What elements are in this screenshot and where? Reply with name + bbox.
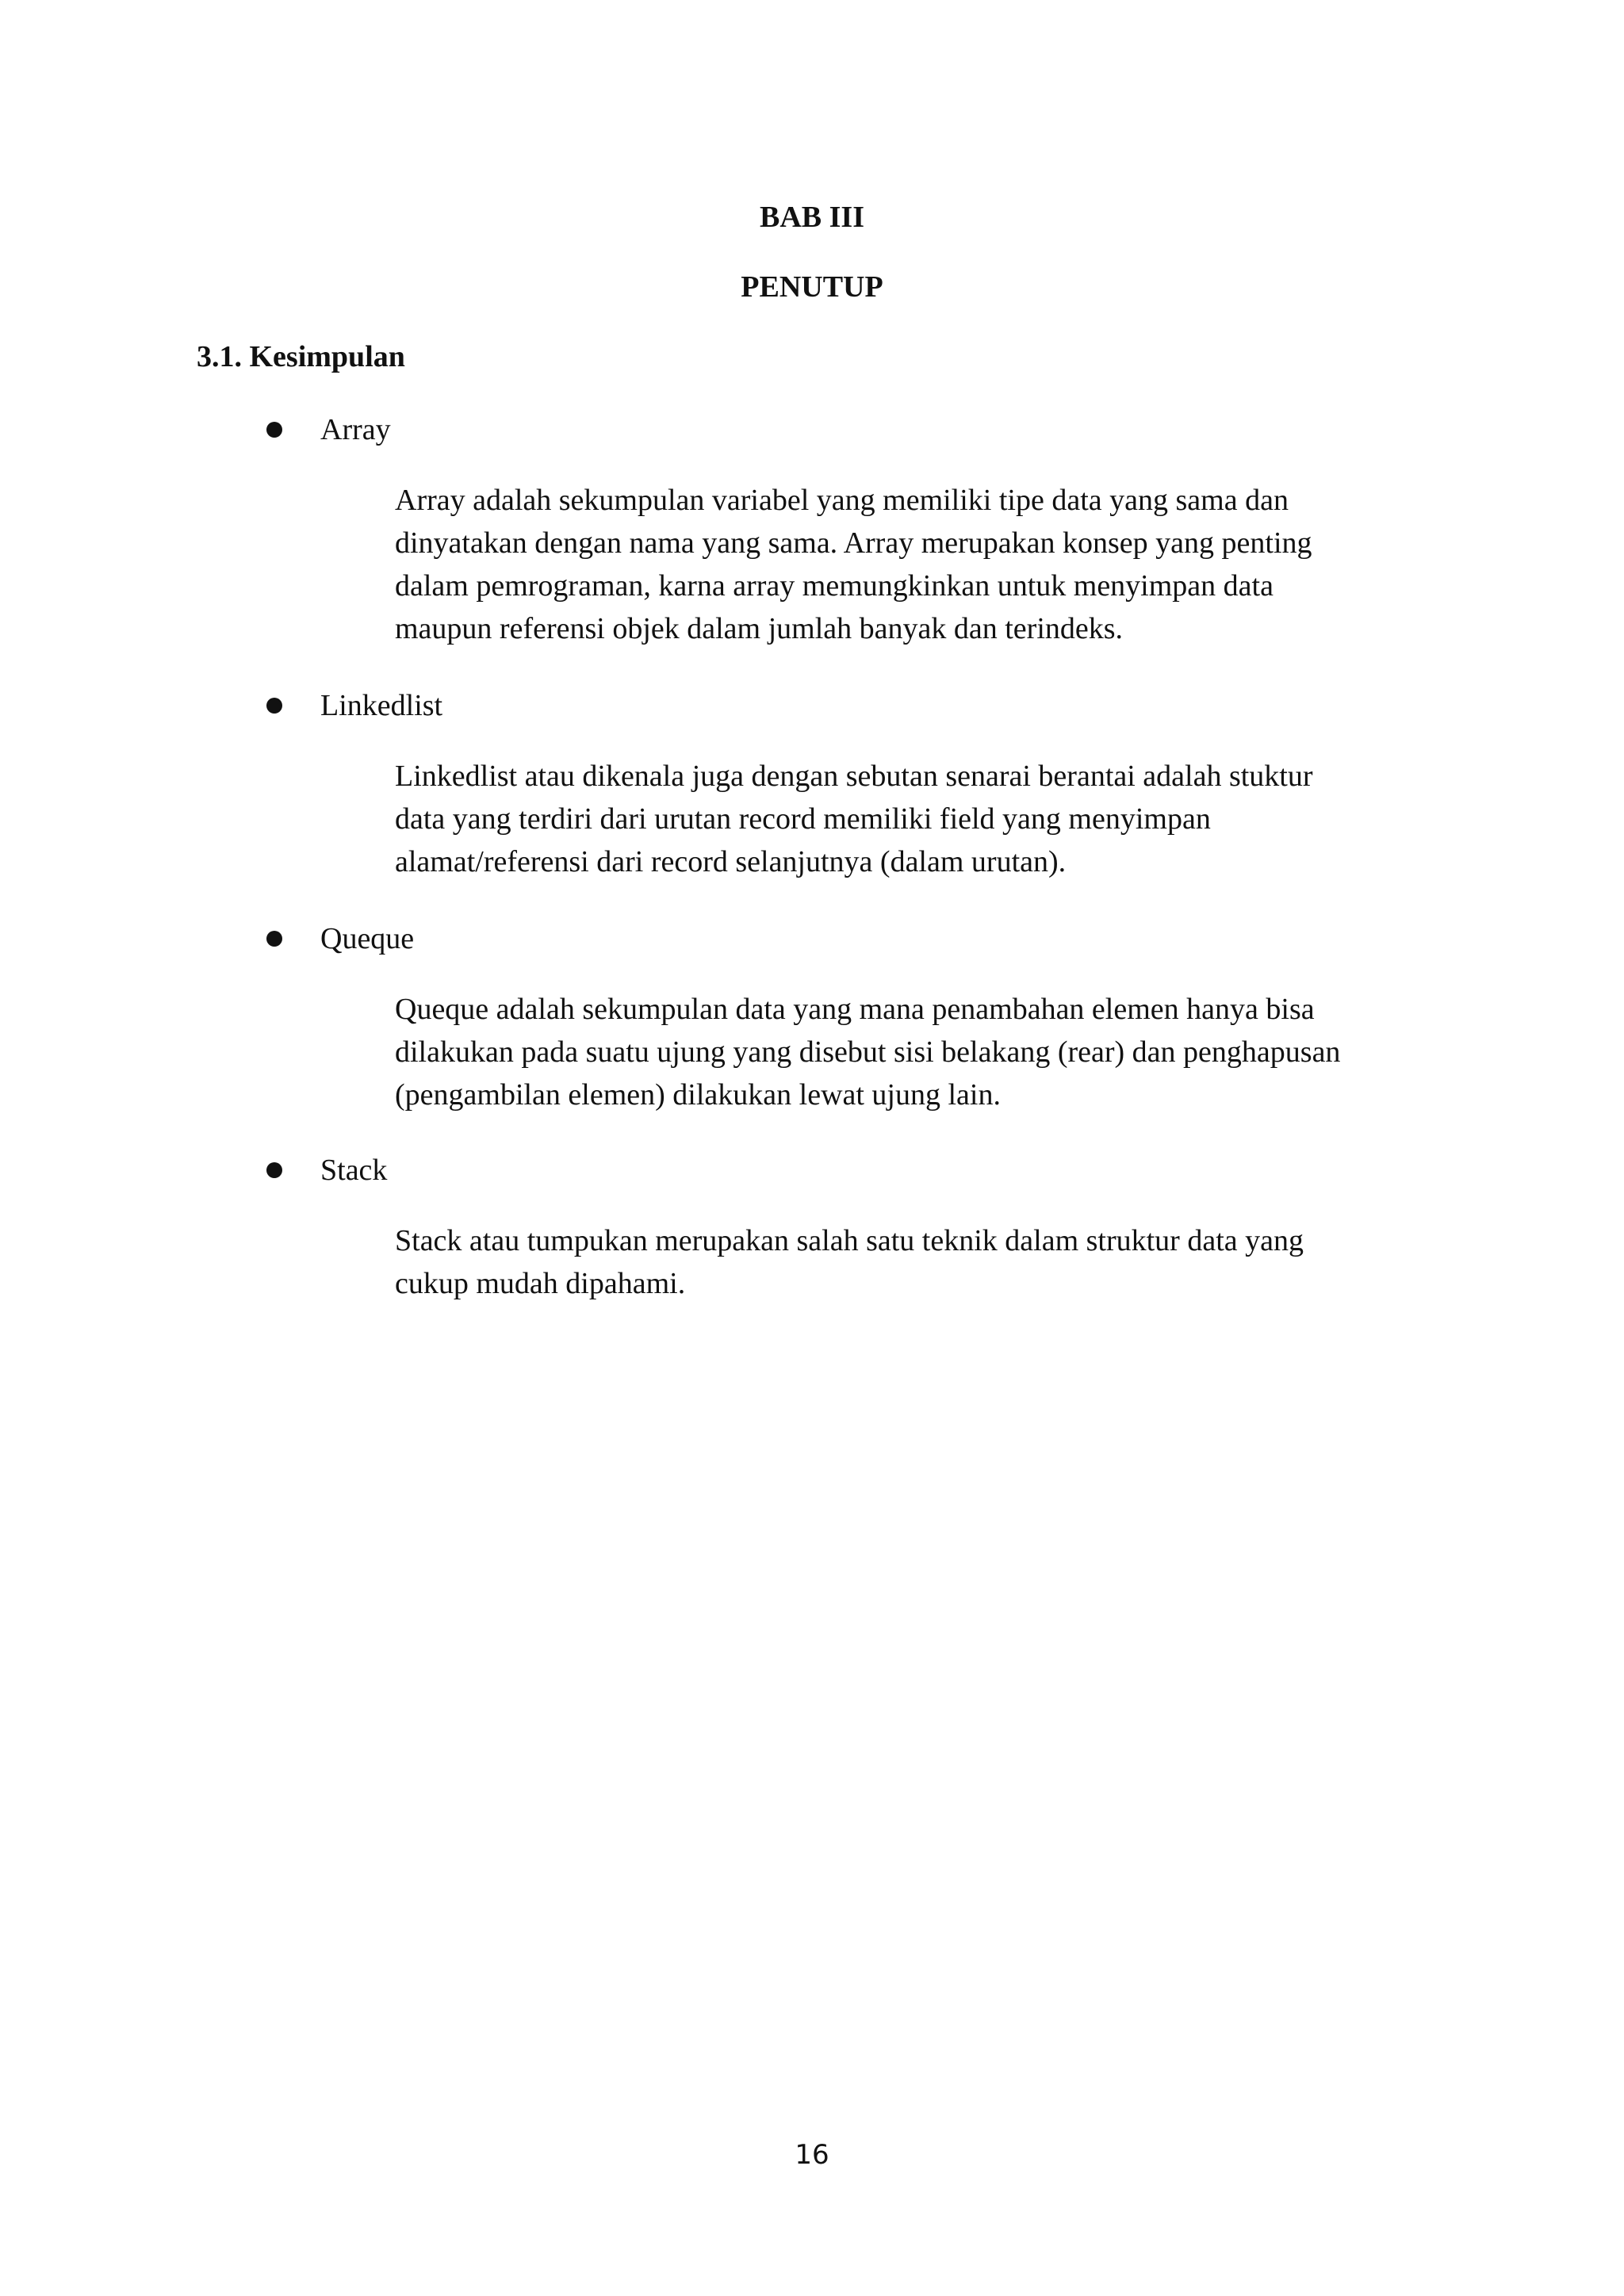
description-line: cukup mudah dipahami. [395, 1267, 686, 1300]
item-description [395, 755, 1434, 883]
bullet-icon [266, 698, 282, 714]
description-line: Stack atau tumpukan merupakan salah satu teknik dalam struktur data yang [395, 1224, 1304, 1257]
item-description [395, 479, 1434, 650]
section-heading: 3.1. Kesimpulan [197, 340, 405, 373]
description-line: dinyatakan dengan nama yang sama. Array merupakan konsep yang penting [395, 526, 1312, 560]
chapter-title: PENUTUP [741, 270, 883, 304]
bullet-icon [266, 931, 282, 947]
description-line: (pengambilan elemen) dilakukan lewat ujung lain. [395, 1078, 1001, 1112]
item-label: Stack [320, 1154, 388, 1187]
description-line: Array adalah sekumpulan variabel yang memiliki tipe data yang sama dan [395, 484, 1289, 517]
chapter-number: BAB III [760, 201, 864, 234]
bullet-icon [266, 1162, 282, 1178]
description-line: Linkedlist atau dikenala juga dengan sebutan senarai berantai adalah stuktur [395, 760, 1313, 793]
item-description [395, 1219, 1434, 1305]
page-number: 16 [795, 2139, 829, 2171]
item-description [395, 988, 1434, 1116]
item-label: Array [320, 413, 391, 446]
item-label: Linkedlist [320, 689, 443, 722]
bullet-icon [266, 422, 282, 438]
description-line: dilakukan pada suatu ujung yang disebut sisi belakang (rear) dan penghapusan [395, 1035, 1341, 1069]
description-line: alamat/referensi dari record selanjutnya (dalam urutan). [395, 845, 1067, 878]
description-line: dalam pemrograman, karna array memungkinkan untuk menyimpan data [395, 569, 1274, 603]
description-line: Queque adalah sekumpulan data yang mana penambahan elemen hanya bisa [395, 993, 1315, 1026]
description-line: data yang terdiri dari urutan record memiliki field yang menyimpan [395, 802, 1211, 836]
description-line: maupun referensi objek dalam jumlah banyak dan terindeks. [395, 612, 1124, 645]
item-label: Queque [320, 922, 415, 955]
